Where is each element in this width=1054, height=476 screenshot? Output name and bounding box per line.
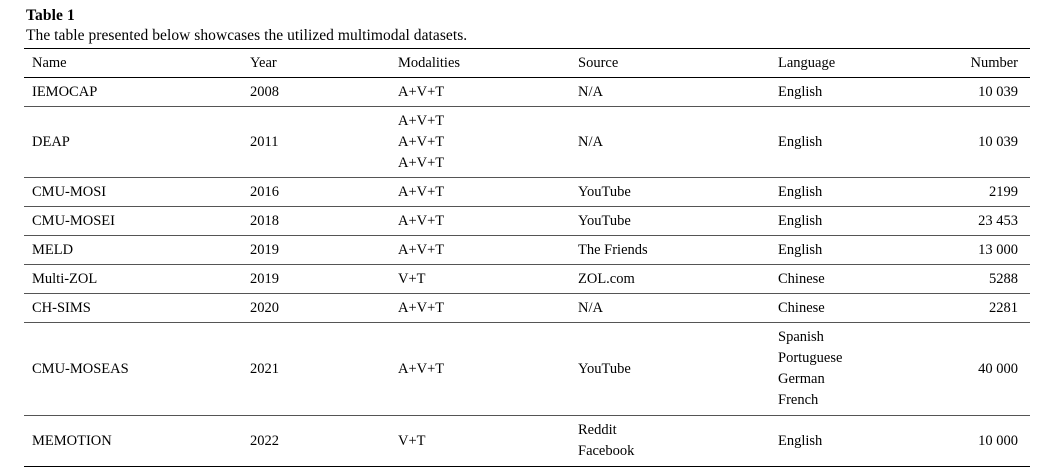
cell-source-line: YouTube: [578, 183, 631, 200]
cell-source-text: [570, 132, 770, 153]
cell-year: [242, 178, 390, 207]
cell-name-text: Multi-ZOL: [32, 270, 98, 287]
cell-source-lines: [578, 359, 762, 380]
cell-source: [570, 323, 770, 416]
cell-language-lines: [778, 82, 930, 103]
cell-name: [24, 323, 242, 416]
cell-number-text: 40 000: [978, 360, 1018, 377]
cell-number-text: 2199: [989, 183, 1018, 200]
cell-language: [770, 178, 938, 207]
column-header-name: [24, 49, 242, 78]
cell-modalities-lines: [398, 182, 562, 203]
table-caption-block: [0, 0, 1054, 46]
cell-source-text: [570, 359, 770, 380]
cell-modalities-lines: [398, 431, 562, 452]
cell-language-text: [770, 211, 938, 232]
cell-modalities-lines: [398, 240, 562, 261]
cell-source-text: [570, 240, 770, 261]
cell-modalities-line: A+V+T: [398, 241, 445, 258]
cell-source-line: The Friends: [578, 241, 648, 258]
cell-name: [24, 178, 242, 207]
cell-year-text: 2020: [250, 299, 279, 316]
cell-number: [938, 323, 1030, 416]
cell-modalities-text: [390, 298, 570, 319]
cell-modalities-lines: [398, 359, 562, 380]
cell-source-lines: [578, 132, 762, 153]
cell-modalities: [390, 236, 570, 265]
cell-year-text: 2016: [250, 183, 279, 200]
cell-language-line: English: [778, 212, 823, 229]
cell-source: [570, 107, 770, 178]
cell-number: [938, 107, 1030, 178]
cell-modalities-text: [390, 211, 570, 232]
cell-number-text: 5288: [989, 270, 1018, 287]
cell-language: [770, 107, 938, 178]
cell-source-line: Reddit: [578, 422, 617, 438]
cell-source-lines: [578, 269, 762, 290]
cell-source-text: [570, 269, 770, 290]
cell-modalities-line: A+V+T: [398, 360, 445, 377]
cell-language-line: Spanish: [778, 329, 824, 345]
column-header-language: [770, 49, 938, 78]
cell-modalities-text: [390, 240, 570, 261]
cell-number: [938, 178, 1030, 207]
cell-year-text: 2019: [250, 241, 279, 258]
cell-year: [242, 236, 390, 265]
cell-source-text: [570, 420, 770, 462]
cell-language-lines: [778, 298, 930, 319]
cell-language-text: [770, 132, 938, 153]
cell-modalities: [390, 178, 570, 207]
cell-language-lines: [778, 269, 930, 290]
cell-number-text: 13 000: [978, 241, 1018, 258]
table-row: [24, 236, 1030, 265]
cell-modalities-lines: [398, 82, 562, 103]
cell-language-text: [770, 182, 938, 203]
table-number-label: Table 1: [26, 7, 75, 24]
cell-number: [938, 416, 1030, 467]
cell-language-text: [770, 240, 938, 261]
column-header-modalities-text: Modalities: [398, 54, 461, 71]
cell-modalities-line: A+V+T: [398, 183, 445, 200]
cell-modalities: [390, 78, 570, 107]
cell-name: [24, 265, 242, 294]
datasets-table: [24, 48, 1030, 467]
cell-language: [770, 416, 938, 467]
cell-source-text: [570, 82, 770, 103]
cell-name-text: CMU-MOSEI: [32, 212, 115, 229]
cell-name: [24, 294, 242, 323]
cell-name: [24, 207, 242, 236]
cell-modalities: [390, 323, 570, 416]
cell-modalities: [390, 294, 570, 323]
cell-year-text: 2008: [250, 83, 279, 100]
cell-source-lines: [578, 182, 762, 203]
cell-source-line: YouTube: [578, 212, 631, 229]
cell-language-line: Chinese: [778, 299, 825, 316]
cell-name-text: MEMOTION: [32, 432, 112, 449]
cell-modalities-lines: [398, 111, 562, 174]
cell-modalities-text: [390, 182, 570, 203]
table-caption-text: The table presented below showcases the utilized multimodal datasets.: [26, 27, 468, 44]
cell-modalities: [390, 107, 570, 178]
cell-modalities-line: A+V+T: [398, 212, 445, 229]
cell-year: [242, 294, 390, 323]
cell-year-text: 2021: [250, 360, 279, 377]
cell-number: [938, 294, 1030, 323]
cell-number: [938, 78, 1030, 107]
cell-number-text: 2281: [989, 299, 1018, 316]
cell-name: [24, 78, 242, 107]
cell-modalities-line: V+T: [398, 432, 426, 449]
cell-source-lines: [578, 420, 762, 462]
cell-language: [770, 78, 938, 107]
cell-language-lines: [778, 132, 930, 153]
cell-modalities-lines: [398, 211, 562, 232]
cell-modalities-text: [390, 359, 570, 380]
table-row: [24, 294, 1030, 323]
cell-source-lines: [578, 298, 762, 319]
cell-language: [770, 236, 938, 265]
cell-source: [570, 178, 770, 207]
cell-name-text: CH-SIMS: [32, 299, 91, 316]
cell-language-line: English: [778, 432, 823, 449]
table-header-row: [24, 49, 1030, 78]
cell-modalities-lines: [398, 298, 562, 319]
cell-language-line: Chinese: [778, 270, 825, 287]
cell-language-text: [770, 298, 938, 319]
cell-name-text: CMU-MOSEAS: [32, 360, 129, 377]
cell-number-text: 23 453: [978, 212, 1018, 229]
cell-source-text: [570, 182, 770, 203]
column-header-source-text: Source: [578, 54, 619, 71]
cell-name: [24, 107, 242, 178]
column-header-source: [570, 49, 770, 78]
cell-modalities: [390, 265, 570, 294]
table-row: [24, 78, 1030, 107]
column-header-year: [242, 49, 390, 78]
cell-year: [242, 323, 390, 416]
column-header-name-text: Name: [32, 54, 67, 71]
column-header-number-text: Number: [970, 54, 1018, 71]
cell-language: [770, 294, 938, 323]
cell-modalities-lines: [398, 269, 562, 290]
cell-name-text: CMU-MOSI: [32, 183, 107, 200]
cell-source: [570, 294, 770, 323]
table-header: [24, 49, 1030, 78]
cell-year: [242, 207, 390, 236]
cell-modalities-text: [390, 82, 570, 103]
cell-modalities-line: A+V+T: [398, 154, 445, 171]
cell-year: [242, 78, 390, 107]
cell-name-text: IEMOCAP: [32, 83, 98, 100]
cell-language-text: [770, 82, 938, 103]
cell-number-text: 10 039: [978, 133, 1018, 150]
cell-year-text: 2022: [250, 432, 279, 449]
cell-modalities-text: [390, 269, 570, 290]
cell-source-text: [570, 298, 770, 319]
cell-language-line: French: [778, 392, 819, 408]
cell-language-line: English: [778, 133, 823, 150]
cell-year: [242, 265, 390, 294]
cell-language-lines: [778, 327, 930, 411]
cell-source-line: YouTube: [578, 360, 631, 377]
cell-name: [24, 236, 242, 265]
cell-language: [770, 265, 938, 294]
cell-source-lines: [578, 82, 762, 103]
cell-number: [938, 236, 1030, 265]
column-header-modalities: [390, 49, 570, 78]
cell-source: [570, 265, 770, 294]
cell-name-text: DEAP: [32, 133, 70, 150]
cell-modalities-text: [390, 111, 570, 174]
cell-year-text: 2018: [250, 212, 279, 229]
cell-source-text: [570, 211, 770, 232]
cell-source-line: N/A: [578, 133, 603, 150]
cell-language-text: [770, 327, 938, 411]
cell-year-text: 2011: [250, 133, 279, 150]
cell-modalities-line: A+V+T: [398, 83, 445, 100]
cell-source: [570, 78, 770, 107]
cell-name-text: MELD: [32, 241, 74, 258]
cell-source: [570, 416, 770, 467]
cell-number-text: 10 000: [978, 432, 1018, 449]
cell-language-lines: [778, 240, 930, 261]
table-row: [24, 207, 1030, 236]
cell-number: [938, 207, 1030, 236]
cell-modalities: [390, 416, 570, 467]
cell-year: [242, 107, 390, 178]
table-body: [24, 78, 1030, 467]
cell-language-line: English: [778, 241, 823, 258]
cell-language-line: English: [778, 183, 823, 200]
cell-source: [570, 236, 770, 265]
table-row: [24, 416, 1030, 467]
cell-modalities: [390, 207, 570, 236]
table-row: [24, 178, 1030, 207]
cell-language-text: [770, 269, 938, 290]
cell-modalities-line: A+V+T: [398, 299, 445, 316]
cell-modalities-line: A+V+T: [398, 133, 445, 150]
cell-language: [770, 207, 938, 236]
cell-year: [242, 416, 390, 467]
table-row: [24, 265, 1030, 294]
cell-number: [938, 265, 1030, 294]
cell-language-line: Portuguese: [778, 350, 843, 366]
cell-source-lines: [578, 240, 762, 261]
cell-modalities-text: [390, 431, 570, 452]
cell-source-line: N/A: [578, 83, 603, 100]
cell-language: [770, 323, 938, 416]
cell-source-line: N/A: [578, 299, 603, 316]
cell-source: [570, 207, 770, 236]
cell-language-lines: [778, 182, 930, 203]
cell-language-lines: [778, 431, 930, 452]
cell-name: [24, 416, 242, 467]
cell-language-text: [770, 431, 938, 452]
table-row: [24, 323, 1030, 416]
cell-year-text: 2019: [250, 270, 279, 287]
cell-language-line: English: [778, 83, 823, 100]
cell-language-lines: [778, 211, 930, 232]
cell-source-lines: [578, 211, 762, 232]
cell-modalities-line: A+V+T: [398, 112, 445, 129]
column-header-number: [938, 49, 1030, 78]
column-header-language-text: Language: [778, 54, 836, 71]
cell-language-line: German: [778, 371, 825, 387]
cell-source-line: Facebook: [578, 443, 635, 459]
cell-source-line: ZOL.com: [578, 270, 635, 287]
cell-modalities-line: V+T: [398, 270, 426, 287]
table-row: [24, 107, 1030, 178]
cell-number-text: 10 039: [978, 83, 1018, 100]
column-header-year-text: Year: [250, 54, 277, 71]
